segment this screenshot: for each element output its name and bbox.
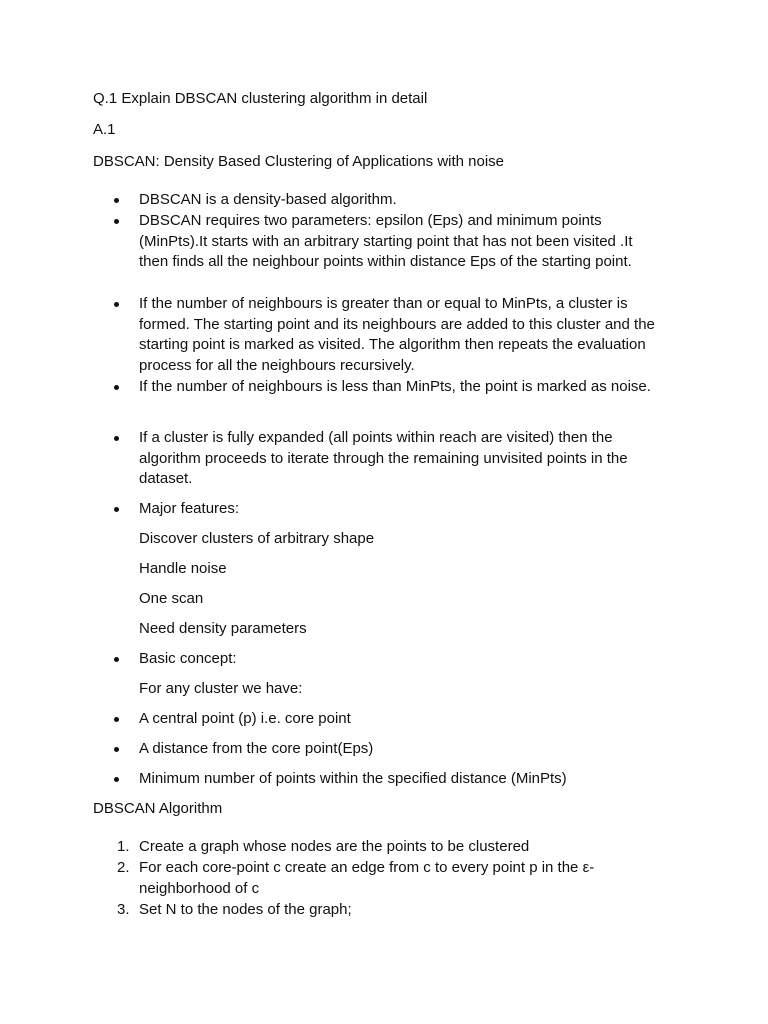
algorithm-step: Set N to the nodes of the graph; xyxy=(139,901,352,918)
bullet-marker xyxy=(114,747,119,752)
algorithm-heading: DBSCAN Algorithm xyxy=(93,800,223,817)
bullet-marker xyxy=(114,777,119,782)
section-heading: DBSCAN: Density Based Clustering of Applications with noise xyxy=(93,153,505,170)
step-number: 1. xyxy=(117,838,130,855)
concept-intro: For any cluster we have: xyxy=(139,680,303,697)
bullet-item: DBSCAN requires two parameters: epsilon (Eps) and minimum points (MinPts).It starts with an arbitrary starting point that has not been visited .It then finds all the neighbour points within distance Eps of the starting point. xyxy=(139,212,633,270)
bullet-item: If the number of neighbours is greater than or equal to MinPts, a cluster is formed. The starting point and its neighbours are added to this cluster and the starting point is marked as visited. The algorithm then repeats the evaluation process for all the neighbours recursively. xyxy=(139,295,655,374)
step-number: 2. xyxy=(117,859,130,876)
algorithm-step: For each core-point c create an edge from c to every point p in the ε-neighborhood of c xyxy=(139,859,595,897)
bullet-item: A central point (p) i.e. core point xyxy=(139,710,351,727)
answer-label: A.1 xyxy=(93,121,116,138)
bullet-item: Basic concept: xyxy=(139,650,237,667)
bullet-item: Major features: xyxy=(139,500,240,517)
bullet-item: A distance from the core point(Eps) xyxy=(139,740,374,757)
step-number: 3. xyxy=(117,901,130,918)
bullet-marker xyxy=(114,507,119,512)
algorithm-step: Create a graph whose nodes are the points to be clustered xyxy=(139,838,530,855)
feature-line: Handle noise xyxy=(139,560,227,577)
bullet-marker xyxy=(114,436,119,441)
bullet-marker xyxy=(114,385,119,390)
bullet-item: If the number of neighbours is less than MinPts, the point is marked as noise. xyxy=(139,378,651,395)
bullet-item: DBSCAN is a density-based algorithm. xyxy=(139,191,397,208)
bullet-marker xyxy=(114,302,119,307)
bullet-marker xyxy=(114,219,119,224)
feature-line: Discover clusters of arbitrary shape xyxy=(139,530,375,547)
bullet-marker xyxy=(114,198,119,203)
question-title: Q.1 Explain DBSCAN clustering algorithm in detail xyxy=(93,90,428,107)
bullet-item: Minimum number of points within the specified distance (MinPts) xyxy=(139,770,567,787)
bullet-item: If a cluster is fully expanded (all points within reach are visited) then the algorithm proceeds to iterate through the remaining unvisited points in the dataset. xyxy=(139,429,628,487)
feature-line: One scan xyxy=(139,590,204,607)
bullet-marker xyxy=(114,717,119,722)
bullet-marker xyxy=(114,657,119,662)
feature-line: Need density parameters xyxy=(139,620,307,637)
